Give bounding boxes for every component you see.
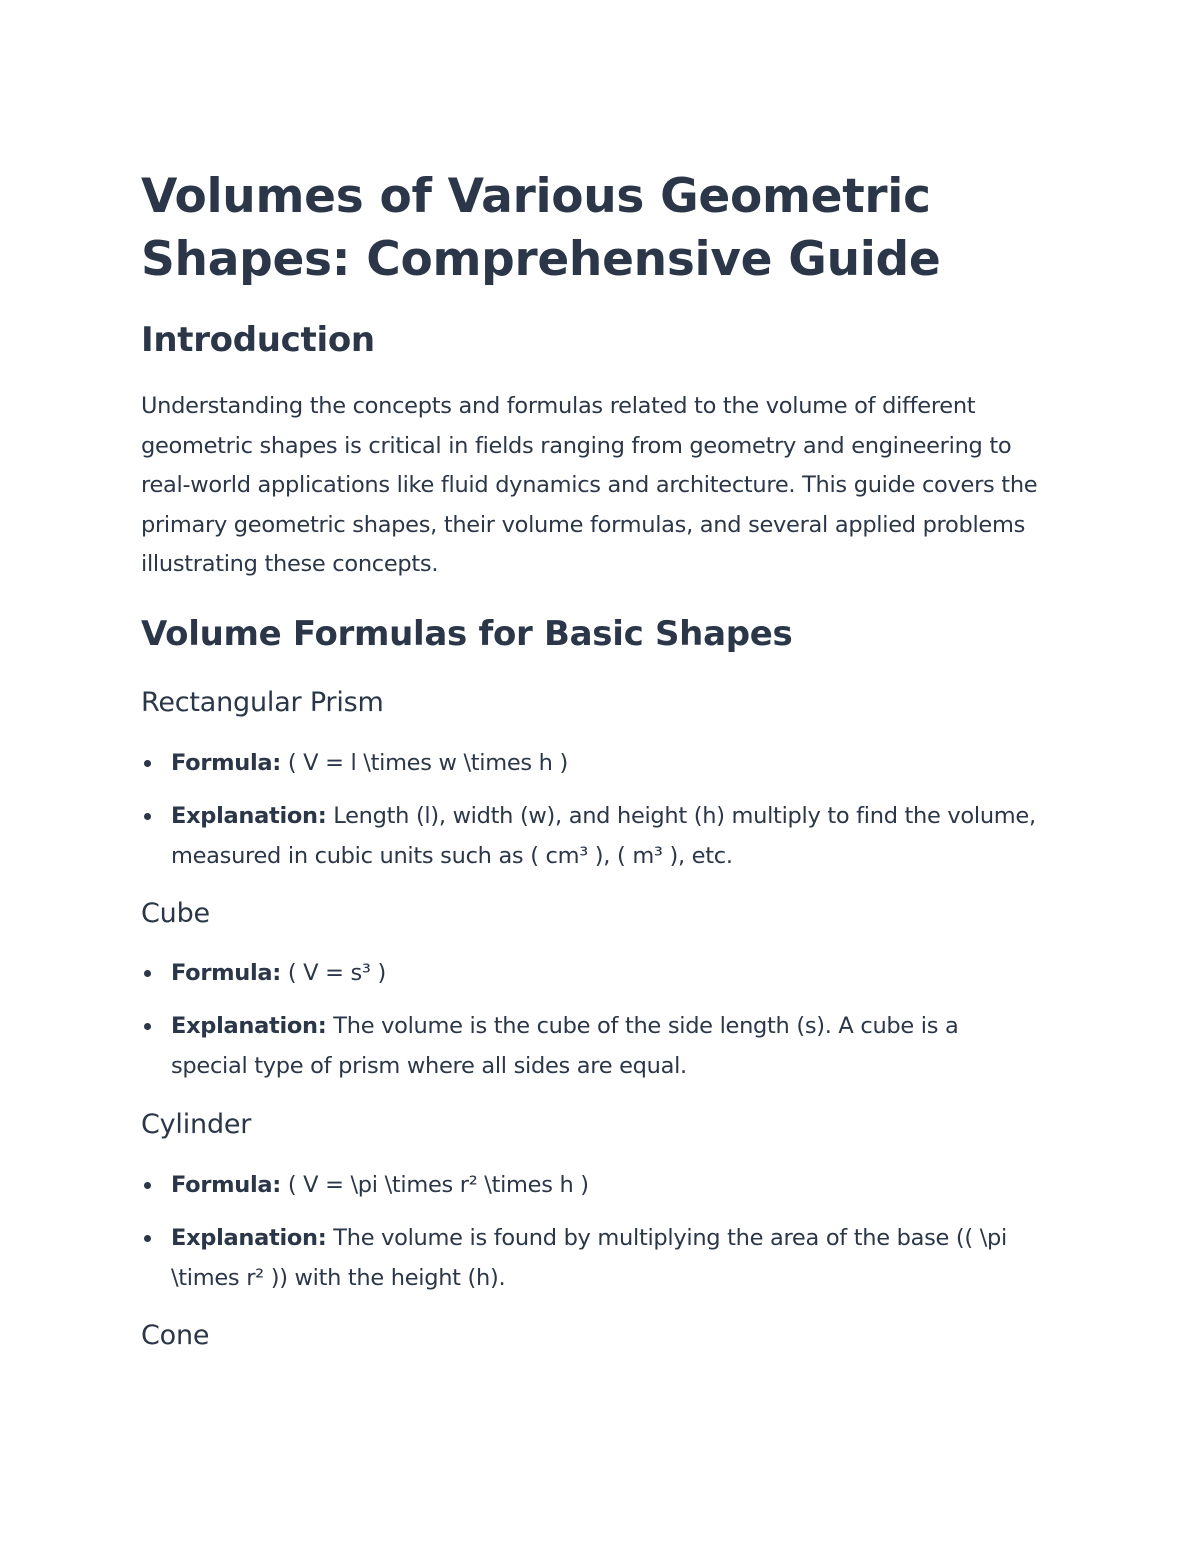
list-item [141,743,1041,783]
list-item [141,953,1041,993]
explanation-text: The volume is found by multiplying the area of the base (( \pi \times r² )) with the height (h). [171,1225,1007,1291]
shape-heading-cube: Cube [141,898,210,929]
shape-heading-cylinder: Cylinder [141,1109,252,1140]
formula-text: ( V = l \times w \times h ) [287,750,568,776]
formula-label: Formula: [171,750,281,776]
explanation-label: Explanation: [171,1013,327,1039]
formula-text: ( V = \pi \times r² \times h ) [287,1172,589,1198]
list-item [141,796,1041,876]
rectangular-prism-list [141,743,1041,889]
cylinder-list [141,1165,1041,1311]
cube-list [141,953,1041,1099]
document-title: Volumes of Various Geometric Shapes: Comprehensive Guide [141,169,941,287]
list-item [141,1006,1041,1086]
explanation-label: Explanation: [171,803,327,829]
formulas-heading: Volume Formulas for Basic Shapes [141,614,793,654]
formula-label: Formula: [171,960,281,986]
explanation-label: Explanation: [171,1225,327,1251]
explanation-text: The volume is the cube of the side length (s). A cube is a special type of prism where all sides are equal. [171,1013,959,1079]
shape-heading-rectangular-prism: Rectangular Prism [141,687,384,718]
list-item [141,1165,1041,1205]
document-page [141,0,1071,1553]
formula-label: Formula: [171,1172,281,1198]
explanation-text: Length (l), width (w), and height (h) multiply to find the volume, measured in cubic units such as ( cm³ ), ( m³ ), etc. [171,803,1036,869]
formula-text: ( V = s³ ) [287,960,386,986]
shape-heading-cone: Cone [141,1320,210,1351]
intro-heading: Introduction [141,320,375,360]
intro-paragraph: Understanding the concepts and formulas related to the volume of different geometric shapes is critical in fields ranging from geometry and engineering to real-world applications like fluid dynamics and architecture. This guide covers the primary geometric shapes, their volume formulas, and several applied problems illustrating these concepts. [141,393,1038,577]
list-item [141,1218,1041,1298]
